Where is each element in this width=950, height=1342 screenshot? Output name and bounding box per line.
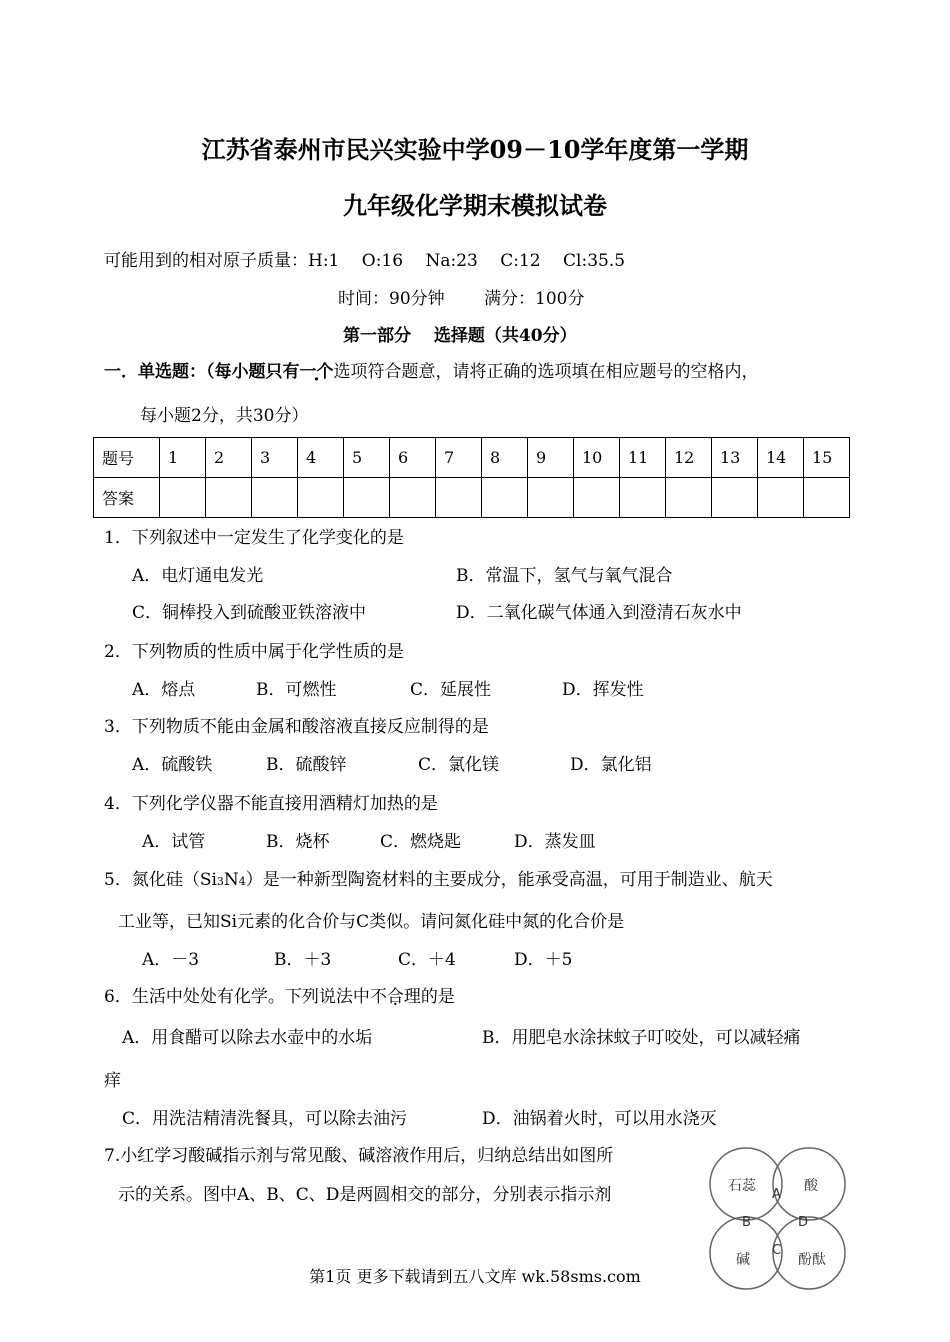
q5-subscript-si: 3 bbox=[216, 875, 224, 888]
q1-option-d: D．二氧化碳气体通入到澄清石灰水中 bbox=[456, 603, 742, 623]
question-5-line2: 工业等，已知Si元素的化合价与C类似。请问氮化硅中氮的化合价是 bbox=[118, 912, 625, 932]
question-6 bbox=[104, 982, 455, 1007]
q5-option-b: B．＋3 bbox=[274, 950, 332, 970]
venn-region-a: A bbox=[772, 1187, 781, 1202]
q6-option-d: D．油锅着火时，可以用水浇灭 bbox=[482, 1109, 717, 1129]
table-cell: 13 bbox=[712, 438, 758, 478]
answer-cell[interactable] bbox=[390, 478, 436, 518]
answer-cell[interactable] bbox=[574, 478, 620, 518]
question-1: 1．下列叙述中一定发生了化学变化的是 bbox=[104, 528, 404, 548]
answer-cell[interactable] bbox=[804, 478, 850, 518]
q1-option-a: A．电灯通电发光 bbox=[132, 566, 264, 586]
exam-title-line2: 九年级化学期末模拟试卷 bbox=[343, 191, 607, 220]
table-cell: 5 bbox=[344, 438, 390, 478]
q6-option-b: B．用肥皂水涂抹蚊子叮咬处，可以减轻痛 bbox=[482, 1028, 801, 1048]
venn-region-d: D bbox=[798, 1215, 809, 1230]
q4-option-a: A．试管 bbox=[142, 832, 206, 852]
table-cell: 14 bbox=[758, 438, 804, 478]
row-label-answer: 答案 bbox=[94, 478, 160, 518]
q5-subscript-n: 4 bbox=[238, 875, 246, 888]
venn-label-base: 碱 bbox=[736, 1252, 750, 1268]
instruction-line2: 每小题2分，共30分） bbox=[140, 406, 309, 426]
question-type-instruction bbox=[104, 357, 759, 382]
q6-option-c: C．用洗洁精清洗餐具，可以除去油污 bbox=[122, 1109, 408, 1129]
table-cell: 9 bbox=[528, 438, 574, 478]
instruction-suffix: 选项符合题意，请将正确的选项填在相应题号的空格内， bbox=[333, 362, 759, 382]
q2-option-b: B．可燃性 bbox=[256, 680, 337, 700]
q1-option-c: C．铜棒投入到硫酸亚铁溶液中 bbox=[132, 603, 367, 623]
q4-option-d: D．蒸发皿 bbox=[514, 832, 596, 852]
table-cell: 11 bbox=[620, 438, 666, 478]
q2-option-a: A．熔点 bbox=[132, 680, 196, 700]
page-footer: 第1页 更多下载请到五八文库 wk.58sms.com bbox=[309, 1267, 641, 1286]
q3-option-c: C．氯化镁 bbox=[418, 755, 500, 775]
table-cell: 12 bbox=[666, 438, 712, 478]
q5-suffix: ）是一种新型陶瓷材料的主要成分，能承受高温，可用于制造业、航天 bbox=[245, 870, 773, 890]
section-heading: 第一部分 选择题（共40分） bbox=[343, 326, 577, 346]
q6-option-a: A．用食醋可以除去水壶中的水垢 bbox=[122, 1028, 373, 1048]
row-label-number: 题号 bbox=[94, 438, 160, 478]
table-cell: 3 bbox=[252, 438, 298, 478]
table-row bbox=[94, 478, 850, 518]
q6-suffix: 的是 bbox=[420, 987, 455, 1007]
table-cell: 8 bbox=[482, 438, 528, 478]
answer-cell[interactable] bbox=[252, 478, 298, 518]
q6-option-b-continued: 痒 bbox=[104, 1071, 121, 1091]
venn-region-c: C bbox=[772, 1243, 782, 1258]
answer-cell[interactable] bbox=[298, 478, 344, 518]
q5-option-c: C．＋4 bbox=[398, 950, 456, 970]
table-row bbox=[94, 438, 850, 478]
q3-option-b: B．硫酸锌 bbox=[266, 755, 347, 775]
venn-region-b: B bbox=[742, 1215, 751, 1230]
answer-table bbox=[93, 437, 850, 518]
question-5 bbox=[104, 865, 773, 890]
table-cell: 15 bbox=[804, 438, 850, 478]
q4-option-b: B．烧杯 bbox=[266, 832, 330, 852]
table-cell: 1 bbox=[160, 438, 206, 478]
venn-label-litmus: 石蕊 bbox=[728, 1178, 756, 1194]
exam-title-line1: 江苏省泰州市民兴实验中学09－10学年度第一学期 bbox=[201, 135, 749, 164]
venn-label-phenol: 酚酞 bbox=[798, 1252, 826, 1268]
q6-emphasis: 不合理 bbox=[369, 987, 421, 1007]
question-7-line1: 7.小红学习酸碱指示剂与常见酸、碱溶液作用后，归纳总结出如图所 bbox=[104, 1146, 614, 1166]
answer-cell[interactable] bbox=[206, 478, 252, 518]
question-2: 2．下列物质的性质中属于化学性质的是 bbox=[104, 642, 404, 662]
answer-cell[interactable] bbox=[712, 478, 758, 518]
instruction-prefix: 一．单选题：（每小题只有 bbox=[104, 362, 300, 382]
q4-option-c: C．燃烧匙 bbox=[380, 832, 462, 852]
answer-cell[interactable] bbox=[436, 478, 482, 518]
q3-option-a: A．硫酸铁 bbox=[132, 755, 213, 775]
time-score-line: 时间：90分钟 满分：100分 bbox=[338, 289, 585, 309]
answer-cell[interactable] bbox=[528, 478, 574, 518]
q5-option-d: D．＋5 bbox=[514, 950, 573, 970]
table-cell: 7 bbox=[436, 438, 482, 478]
question-3: 3．下列物质不能由金属和酸溶液直接反应制得的是 bbox=[104, 717, 489, 737]
q2-option-c: C．延展性 bbox=[410, 680, 492, 700]
question-7-line2: 示的关系。图中A、B、C、D是两圆相交的部分，分别表示指示剂 bbox=[118, 1185, 612, 1205]
answer-cell[interactable] bbox=[758, 478, 804, 518]
question-4: 4．下列化学仪器不能直接用酒精灯加热的是 bbox=[104, 794, 438, 814]
q1-option-b: B．常温下，氢气与氧气混合 bbox=[456, 566, 673, 586]
instruction-emphasis: 一个 bbox=[299, 362, 334, 382]
q5-prefix: 5．氮化硅（Si bbox=[104, 870, 217, 890]
table-cell: 6 bbox=[390, 438, 436, 478]
q3-option-d: D．氯化铝 bbox=[570, 755, 652, 775]
atomic-mass-line: 可能用到的相对原子质量：H:1 O:16 Na:23 C:12 Cl:35.5 bbox=[104, 251, 626, 271]
q2-option-d: D．挥发性 bbox=[562, 680, 644, 700]
q6-prefix: 6．生活中处处有化学。下列说法中 bbox=[104, 987, 370, 1007]
answer-cell[interactable] bbox=[666, 478, 712, 518]
venn-label-acid: 酸 bbox=[804, 1178, 818, 1194]
table-cell: 4 bbox=[298, 438, 344, 478]
answer-cell[interactable] bbox=[620, 478, 666, 518]
q5-option-a: A．－3 bbox=[142, 950, 200, 970]
answer-cell[interactable] bbox=[344, 478, 390, 518]
answer-cell[interactable] bbox=[160, 478, 206, 518]
table-cell: 2 bbox=[206, 438, 252, 478]
q5-element-n: N bbox=[223, 870, 239, 890]
answer-cell[interactable] bbox=[482, 478, 528, 518]
table-cell: 10 bbox=[574, 438, 620, 478]
